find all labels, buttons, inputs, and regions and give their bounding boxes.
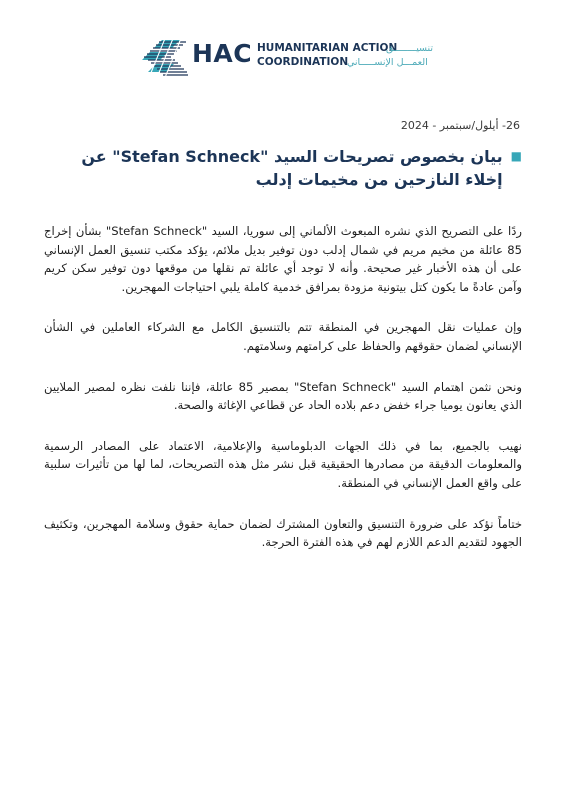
logo-line1-ar: تنسيــــــــق [386, 43, 434, 54]
paragraph-1: ردًا على التصريح الذي نشره المبعوث الألماني إلى سوريا، السيد "Stefan Schneck" بشأن إخراج 85 عائلة من مخيم مريم في شمال إدلب دون توفير بديل ملائم، يؤكد مكتب تنسيق العمل الإنساني على أن هذه الأخبار غير صحيحة. وأنه لا توجد أي عائلة تم نقلها من موقعها دون توفير سكن كريم وآمن عادةً ما يكون كتل بيتونية مزودة بمرافق خدمية كاملة يلبي احتياجات المهجرين. [44, 224, 522, 294]
document-body [44, 222, 522, 574]
logo-line2-en: COORDINATION [257, 56, 349, 68]
title-row [62, 145, 522, 191]
paragraph-5: ختاماً نؤكد على ضرورة التنسيق والتعاون المشترك لضمان حماية حقوق وسلامة المهجرين، وتكثيف الجهود لتقديم الدعم اللازم لهم في هذه الفترة الحرجة. [44, 516, 522, 550]
paragraph-4: نهيب بالجميع، بما في ذلك الجهات الدبلوماسية والإعلامية، الاعتماد على المصادر الرسمية والمعلومات الدقيقة من مصادرها الحقيقية قبل نشر مثل هذه التصريحات، لما لها من تأثيرات سلبية على واقع العمل الإنساني في المنطقة. [44, 438, 522, 490]
logo-acronym: HAC [192, 39, 253, 68]
square-bullet-icon: ■ [510, 149, 522, 163]
logo-line2-ar: العمـــل الإنســـــاني [347, 57, 428, 68]
logo-line1-en: HUMANITARIAN ACTION [257, 42, 398, 54]
document-title: بيان بخصوص تصريحات السيد "Stefan Schneck" عن إخلاء النازحين من مخيمات إدلب [81, 147, 503, 189]
hac-logo-mark-icon [142, 36, 190, 82]
document-date: 26- أيلول/سبتمبر - 2024 [400, 119, 520, 132]
hac-logo [142, 36, 462, 82]
paragraph-2: وإن عمليات نقل المهجرين في المنطقة تتم بالتنسيق الكامل مع الشركاء العاملين في الشأن الإنساني لضمان حقوقهم والحفاظ على كرامتهم وسلامتهم. [44, 320, 522, 353]
paragraph-3: ونحن نثمن اهتمام السيد "Stefan Schneck" بمصير 85 عائلة، فإننا نلفت نظره لمصير الملايين الذي يعانون يوميا جراء خفض دعم بلاده الحاد عن قطاعي الإغاثة والصحة. [44, 379, 522, 413]
